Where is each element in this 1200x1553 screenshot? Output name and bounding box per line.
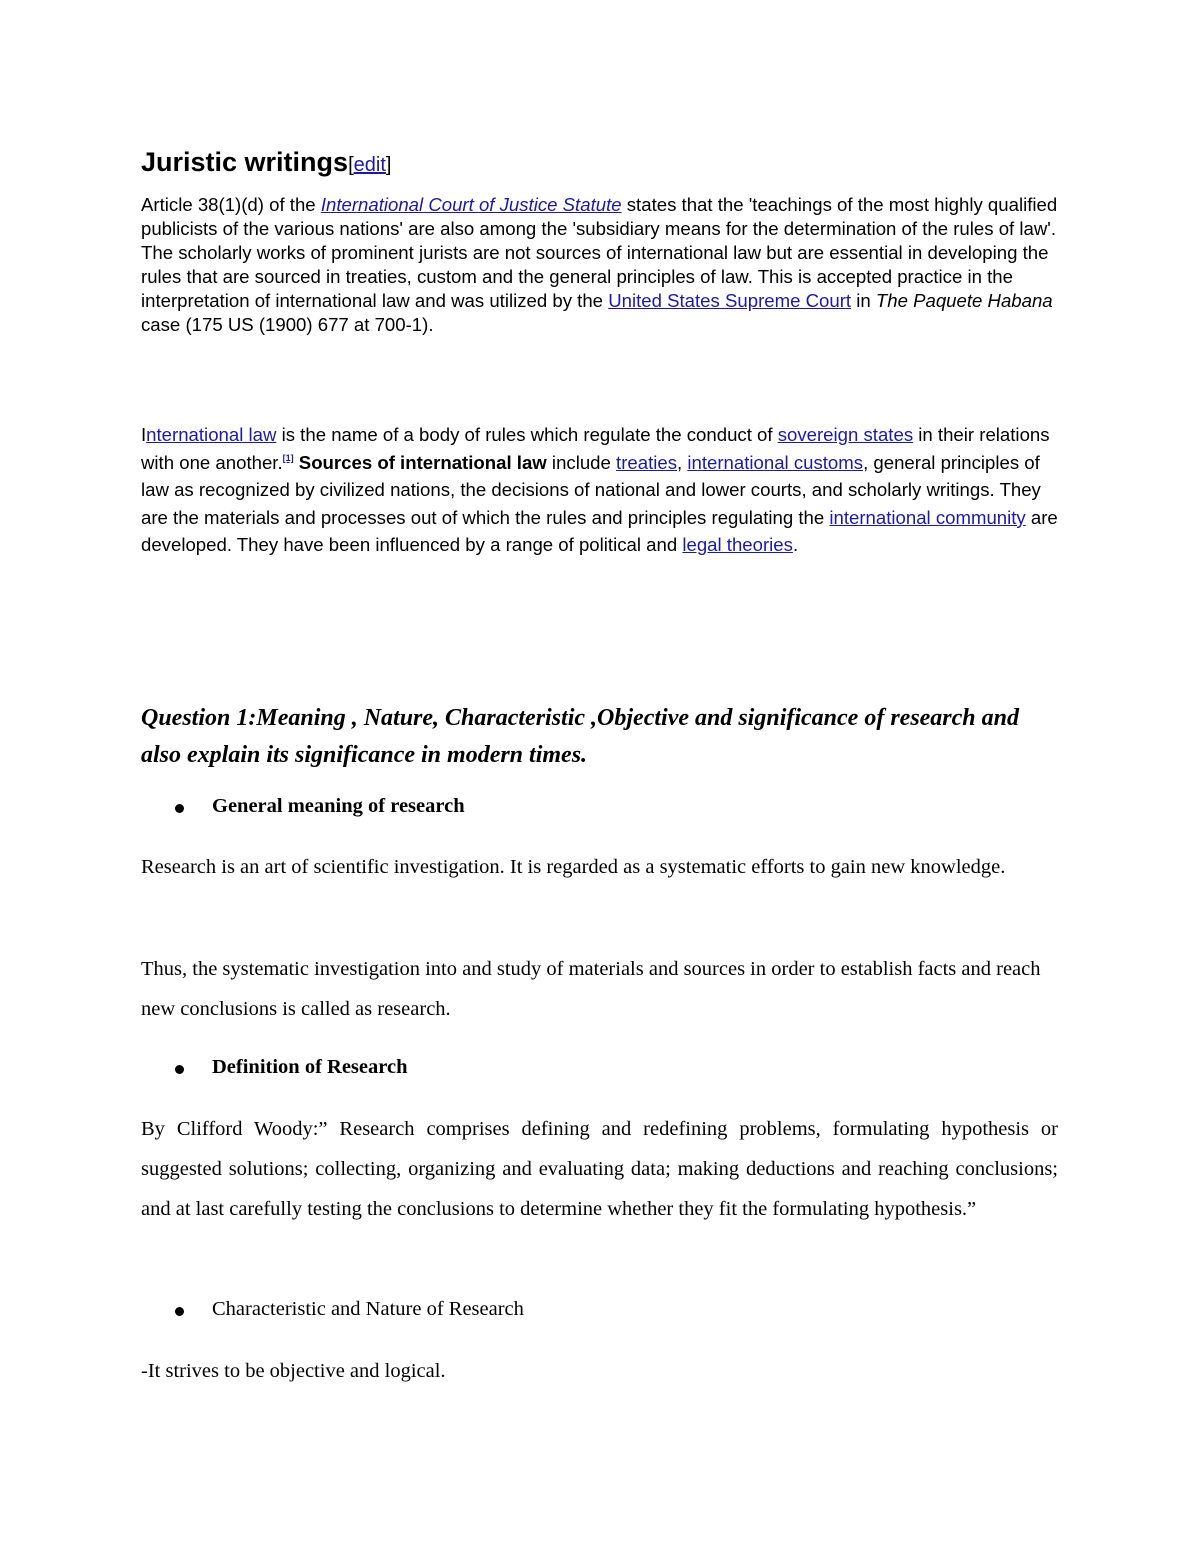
edit-section: [edit] bbox=[348, 154, 392, 176]
objective-logical-paragraph: -It strives to be objective and logical. bbox=[141, 1360, 446, 1382]
icj-statute-link[interactable]: International Court of Justice Statute bbox=[320, 194, 622, 215]
question-heading: Question 1:Meaning , Nature, Characteristic ,Objective and significance of research and also explain its significance in modern times. bbox=[141, 705, 1019, 768]
bullet-label: Definition of Research bbox=[212, 1056, 408, 1078]
footnote-link[interactable]: [1] bbox=[282, 452, 294, 463]
bullet-label: General meaning of research bbox=[212, 795, 465, 817]
bullet-dot-icon bbox=[175, 1307, 184, 1316]
heading-title: Juristic writings bbox=[141, 147, 349, 177]
bullet-dot-icon bbox=[175, 804, 184, 813]
case-name: The Paquete Habana bbox=[875, 290, 1053, 311]
sovereign-states-link[interactable]: sovereign states bbox=[777, 424, 914, 445]
edit-link[interactable]: edit bbox=[353, 154, 386, 176]
bullet-dot-icon bbox=[175, 1065, 184, 1074]
research-meaning-paragraph: Research is an art of scientific investigation. It is regarded as a systematic efforts to gain new knowledge. bbox=[141, 856, 1006, 878]
legal-theories-link[interactable]: legal theories bbox=[682, 534, 793, 556]
research-investigation-paragraph: Thus, the systematic investigation into and study of materials and sources in order to establish facts and reach new conclusions is called as research. bbox=[141, 958, 1041, 1020]
international-community-link[interactable]: international community bbox=[829, 506, 1026, 528]
international-law-link[interactable]: nternational law bbox=[146, 424, 277, 445]
international-customs-link[interactable]: international customs bbox=[687, 451, 864, 473]
clifford-woody-definition-paragraph: By Clifford Woody:” Research comprises defining and redefining problems, formulating hypothesis or suggested solutions; collecting, organizing and evaluating data; making deductions and reaching conclusions; and at last carefully testing the conclusions to determine whether they fit the formulating hypothesis.” bbox=[141, 1118, 1058, 1220]
sources-bold-term: Sources of international law bbox=[298, 451, 547, 473]
us-supreme-court-link[interactable]: United States Supreme Court bbox=[608, 290, 852, 311]
international-law-paragraph: International law is the name of a body of rules which regulate the conduct of sovereign states in their relations with one another.[1] Sources of international law include treaties, international customs, general principles of law as recognized by civilized nations, the decisions of national and lower courts, and scholarly writings. They are the materials and processes out of which the rules and principles regulating the international community are developed. They have been influenced by a range of political and legal theories. bbox=[141, 424, 1058, 556]
treaties-link[interactable]: treaties bbox=[616, 451, 678, 473]
juristic-paragraph: Article 38(1)(d) of the International Court of Justice Statute states that the 'teachings of the most highly qualified publicists of the various nations' are also among the 'subsidiary means for the determination of the rules of law'. The scholarly works of prominent jurists are not sources of international law but are essential in developing the rules that are sourced in treaties, custom and the general principles of law. This is accepted practice in the interpretation of international law and was utilized by the United States Supreme Court in The Paquete Habana case (175 US (1900) 677 at 700-1). bbox=[141, 194, 1058, 335]
juristic-writings-heading bbox=[141, 147, 391, 178]
bullet-label: Characteristic and Nature of Research bbox=[212, 1298, 524, 1320]
